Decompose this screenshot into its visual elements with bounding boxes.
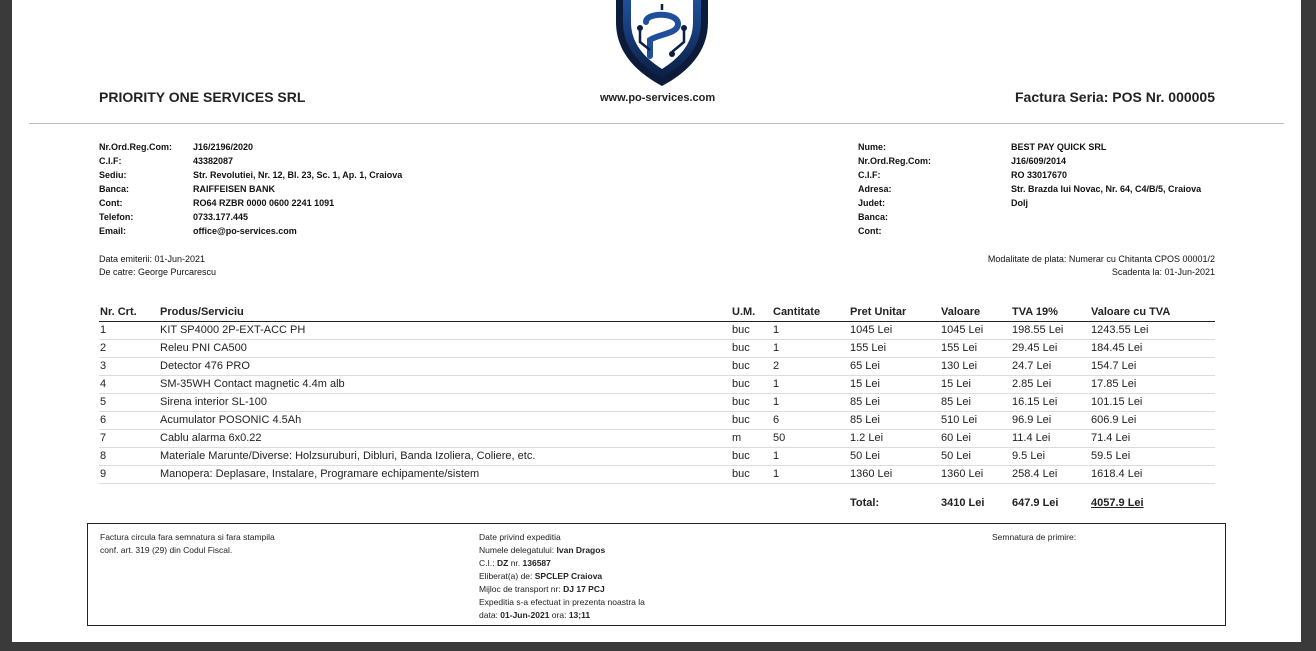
cell-product: Sirena interior SL-100 [160,396,268,408]
delegate-name: Ivan Dragos [556,545,606,555]
buyer-value: J16/609/2014 [1011,156,1067,166]
seller-label: Telefon: [99,212,134,222]
shipping-details [479,531,799,622]
time-value: 13;11 [568,610,591,620]
seller-row [99,210,499,224]
header-divider [29,123,1284,124]
cell-qty: 50 [773,432,786,444]
cell-product: SM-35WH Contact magnetic 4.4m alb [160,378,345,390]
table-row [99,340,1215,358]
cell-unit-price: 85 Lei [850,414,880,426]
cell-um: buc [732,414,750,426]
col-header: U.M. [732,306,756,318]
issue-date: Data emiterii: 01-Jun-2021 [99,254,206,264]
cell-product: Materiale Marunte/Diverse: Holzsuruburi, Dibluri, Banda Izoliera, Coliere, etc. [160,450,536,462]
transport-line [479,583,799,596]
legal-note-line: Factura circula fara semnatura si fara stampila [100,532,275,542]
cell-product: Cablu alarma 6x0.22 [160,432,262,444]
cell-unit-price: 155 Lei [850,342,887,354]
cell-value-vat: 606.9 Lei [1091,414,1137,426]
cell-nr: 9 [100,468,107,480]
seller-row [99,182,499,196]
seller-label: Banca: [99,184,130,194]
date-value: 01-Jun-2021 [500,610,550,620]
cell-value-vat: 154.7 Lei [1091,360,1137,372]
seller-label: Nr.Ord.Reg.Com: [99,142,173,152]
buyer-row [858,140,1258,154]
due-date: Scadenta la: 01-Jun-2021 [1111,267,1215,277]
cell-nr: 6 [100,414,107,426]
cell-qty: 1 [773,396,780,408]
table-row [99,448,1215,466]
shipping-title: Date privind expeditia [479,532,561,542]
total-label: Total: [850,497,880,509]
buyer-label: Nr.Ord.Reg.Com: [858,156,932,166]
cell-nr: 3 [100,360,107,372]
cell-value: 1045 Lei [941,324,984,336]
table-row [99,394,1215,412]
cell-vat: 29.45 Lei [1012,342,1058,354]
cell-qty: 1 [773,450,780,462]
buyer-label: C.I.F: [858,170,881,180]
items-table [99,305,1215,508]
seller-label: Cont: [99,198,123,208]
table-row [99,466,1215,484]
payment-meta [988,253,1215,279]
delegate-label: Numele delegatului: [479,545,555,555]
cell-product: Acumulator POSONIC 4.5Ah [160,414,302,426]
table-row [99,430,1215,448]
buyer-label: Cont: [858,226,882,236]
cell-value: 15 Lei [941,378,971,390]
seller-label: Email: [99,226,127,236]
legal-note-line: conf. art. 319 (29) din Codul Fiscal. [100,545,233,555]
cell-product: Releu PNI CA500 [160,342,247,354]
cell-qty: 1 [773,378,780,390]
legal-note [100,531,400,557]
cell-um: buc [732,468,750,480]
col-header: Valoare cu TVA [1091,306,1171,318]
cell-vat: 2.85 Lei [1012,378,1052,390]
buyer-label: Judet: [858,198,885,208]
issued-by-line [479,570,799,583]
cell-nr: 5 [100,396,107,408]
cell-unit-price: 15 Lei [850,378,880,390]
cell-vat: 96.9 Lei [1012,414,1052,426]
table-row [99,358,1215,376]
cell-value-vat: 184.45 Lei [1091,342,1143,354]
shield-logo-icon [610,0,714,86]
seller-value: 43382087 [193,156,234,166]
invoice-page [12,0,1301,642]
total-value: 3410 Lei [941,497,985,509]
issued-by-label: Eliberat(a) de: [479,571,533,581]
seller-value: Str. Revolutiei, Nr. 12, Bl. 23, Sc. 1, Ap. 1, Craiova [193,170,403,180]
cell-um: buc [732,378,750,390]
cell-qty: 1 [773,468,780,480]
seller-row [99,168,499,182]
presence-line: Expeditia s-a efectuat in prezenta noastra la [479,597,645,607]
seller-value: 0733.177.445 [193,212,249,222]
seller-row [99,154,499,168]
buyer-value: Str. Brazda lui Novac, Nr. 64, C4/B/5, Craiova [1011,184,1202,194]
cell-value: 50 Lei [941,450,971,462]
cell-vat: 198.55 Lei [1012,324,1064,336]
signature-label: Semnatura de primire: [992,532,1077,542]
cell-nr: 7 [100,432,107,444]
total-vat: 647.9 Lei [1012,497,1059,509]
grand-total: 4057.9 Lei [1091,497,1144,509]
cell-value: 1360 Lei [941,468,984,480]
id-card-label: C.I.: [479,558,495,568]
seller-value: RO64 RZBR 0000 0600 2241 1091 [193,198,335,208]
buyer-label: Adresa: [858,184,892,194]
cell-value-vat: 1618.4 Lei [1091,468,1143,480]
seller-label: Sediu: [99,170,127,180]
buyer-row [858,168,1258,182]
cell-nr: 1 [100,324,107,336]
seller-info [99,140,499,238]
delegate-line [479,544,799,557]
seller-value: J16/2196/2020 [193,142,254,152]
cell-value-vat: 1243.55 Lei [1091,324,1149,336]
cell-value: 85 Lei [941,396,971,408]
col-header: Produs/Serviciu [160,306,244,318]
cell-vat: 16.15 Lei [1012,396,1058,408]
buyer-value: RO 33017670 [1011,170,1068,180]
totals-row [99,484,1215,508]
issued-by: De catre: George Purcarescu [99,267,217,277]
buyer-row [858,196,1258,210]
cell-nr: 8 [100,450,107,462]
buyer-row [858,224,1258,238]
cell-nr: 4 [100,378,107,390]
cell-value-vat: 17.85 Lei [1091,378,1137,390]
col-header: Cantitate [773,306,821,318]
table-row [99,412,1215,430]
cell-um: buc [732,360,750,372]
transport-value: DJ 17 PCJ [563,584,605,594]
table-header-row [99,305,1215,322]
seller-row [99,196,499,210]
issued-by-value: SPCLEP Craiova [534,571,603,581]
cell-vat: 24.7 Lei [1012,360,1052,372]
time-label: ora: [551,610,567,620]
buyer-value: Dolj [1011,198,1028,208]
transport-label: Mijloc de transport nr: [479,584,561,594]
seller-row [99,140,499,154]
cell-qty: 1 [773,324,780,336]
invoice-footer [87,523,1226,626]
cell-unit-price: 85 Lei [850,396,880,408]
cell-unit-price: 1360 Lei [850,468,893,480]
buyer-row [858,210,1258,224]
cell-qty: 2 [773,360,780,372]
company-name: PRIORITY ONE SERVICES SRL [99,89,306,105]
col-header: Valoare [941,306,981,318]
cell-value: 155 Lei [941,342,978,354]
cell-um: m [732,432,742,444]
id-card-line [479,557,799,570]
id-card-series: DZ [496,558,509,568]
col-header: Nr. Crt. [100,306,137,318]
cell-value: 510 Lei [941,414,978,426]
cell-value-vat: 101.15 Lei [1091,396,1143,408]
cell-um: buc [732,450,750,462]
id-card-number: 136587 [522,558,551,568]
cell-qty: 1 [773,342,780,354]
buyer-label: Nume: [858,142,887,152]
cell-um: buc [732,324,750,336]
date-label: data: [479,610,498,620]
cell-product: Manopera: Deplasare, Instalare, Programare echipamente/sistem [160,468,480,480]
col-header: Pret Unitar [850,306,907,318]
cell-vat: 9.5 Lei [1012,450,1046,462]
id-card-nr-label: nr. [510,558,521,568]
cell-value: 60 Lei [941,432,971,444]
buyer-row [858,154,1258,168]
seller-value: office@po-services.com [193,226,297,236]
cell-um: buc [732,396,750,408]
cell-unit-price: 65 Lei [850,360,880,372]
table-row [99,322,1215,340]
cell-unit-price: 1.2 Lei [850,432,884,444]
cell-product: Detector 476 PRO [160,360,250,372]
cell-vat: 258.4 Lei [1012,468,1058,480]
issue-meta [99,253,216,279]
date-time-line [479,609,799,622]
table-row [99,376,1215,394]
cell-vat: 11.4 Lei [1012,432,1051,444]
buyer-value: BEST PAY QUICK SRL [1011,142,1107,152]
buyer-row [858,182,1258,196]
cell-unit-price: 50 Lei [850,450,880,462]
seller-label: C.I.F: [99,156,122,166]
seller-value: RAIFFEISEN BANK [193,184,276,194]
signature-area [992,531,1076,544]
buyer-label: Banca: [858,212,889,222]
seller-row [99,224,499,238]
col-header: TVA 19% [1012,306,1058,318]
cell-qty: 6 [773,414,780,426]
cell-um: buc [732,342,750,354]
cell-value: 130 Lei [941,360,978,372]
buyer-info [858,140,1258,238]
cell-unit-price: 1045 Lei [850,324,893,336]
cell-product: KIT SP4000 2P-EXT-ACC PH [160,324,306,336]
cell-value-vat: 59.5 Lei [1091,450,1131,462]
invoice-title: Factura Seria: POS Nr. 000005 [1015,89,1215,105]
cell-value-vat: 71.4 Lei [1091,432,1131,444]
payment-method: Modalitate de plata: Numerar cu Chitanta CPOS 00001/2 [987,254,1215,264]
company-website: www.po-services.com [600,92,716,104]
cell-nr: 2 [100,342,107,354]
